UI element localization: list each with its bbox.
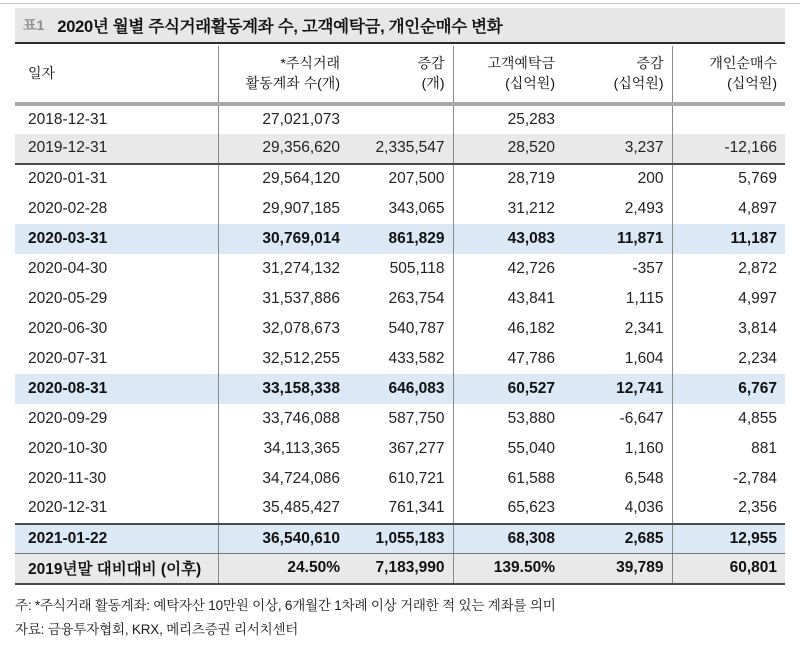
cell-net-buy: 60,801 (672, 554, 785, 584)
cell-accounts: 35,485,427 (218, 494, 348, 524)
col-header-deposit (453, 46, 563, 104)
cell-net-buy: 4,855 (738, 409, 777, 427)
table-row (15, 284, 785, 314)
cell-deposit-change (563, 104, 672, 134)
cell-deposit: 61,588 (507, 469, 555, 487)
cell-deposit-change: 1,115 (563, 284, 672, 314)
cell-accounts: 24.50% (218, 554, 348, 584)
cell-deposit-change: 12,741 (563, 374, 672, 404)
cell-date: 2021-01-22 (15, 524, 218, 554)
cell-net-buy: 2,234 (738, 349, 777, 367)
cell-account-change: 433,582 (348, 344, 453, 374)
table-row (15, 344, 785, 374)
cell-deposit-change: 2,493 (563, 194, 672, 224)
cell-date: 2020-03-31 (15, 224, 218, 254)
col-header-net-buy (672, 46, 785, 104)
cell-deposit: 65,623 (453, 494, 563, 524)
cell-accounts: 34,724,086 (262, 469, 340, 487)
cell-date: 2019-12-31 (15, 134, 218, 164)
cell-net-buy: 3,814 (738, 319, 777, 337)
cell-accounts: 29,356,620 (218, 134, 348, 164)
cell-accounts: 30,769,014 (218, 224, 348, 254)
cell-net-buy: 881 (751, 439, 777, 457)
cell-account-change: 646,083 (348, 374, 453, 404)
cell-account-change: 2,335,547 (348, 134, 453, 164)
cell-net-buy: -2,784 (733, 469, 777, 487)
cell-date: 2020-11-30 (15, 464, 218, 494)
table-row (15, 524, 785, 554)
col-header-account-change (348, 46, 453, 104)
col-header-deposit-change (563, 46, 672, 104)
cell-date: 2020-06-30 (15, 314, 218, 344)
table-row (15, 224, 785, 254)
cell-account-change: 1,055,183 (348, 524, 453, 554)
cell-accounts: 32,078,673 (262, 319, 340, 337)
table-body (15, 104, 785, 584)
cell-date: 2020-05-29 (15, 284, 218, 314)
cell-deposit-change: -6,647 (563, 404, 672, 434)
cell-deposit-change: 3,237 (563, 134, 672, 164)
cell-accounts: 29,564,120 (262, 170, 340, 188)
footnote-source: 자료: 금융투자협회, KRX, 메리츠증권 리서치센터 (15, 622, 299, 638)
cell-deposit: 43,083 (453, 224, 563, 254)
table-row (15, 434, 785, 464)
cell-deposit: 46,182 (507, 319, 555, 337)
cell-deposit-change: 200 (563, 164, 672, 194)
table-row (15, 404, 785, 434)
cell-net-buy: 4,897 (738, 199, 777, 217)
cell-date: 2018-12-31 (15, 104, 218, 134)
cell-date: 2020-04-30 (15, 254, 218, 284)
cell-deposit-change: 2,685 (563, 524, 672, 554)
cell-net-buy: 6,767 (672, 374, 785, 404)
cell-deposit: 53,880 (507, 409, 555, 427)
cell-deposit: 31,212 (507, 199, 555, 217)
cell-account-change: 761,341 (348, 494, 453, 524)
table-row (15, 374, 785, 404)
cell-deposit-change: 11,871 (563, 224, 672, 254)
cell-deposit: 139.50% (453, 554, 563, 584)
page-title: 2020년 월별 주식거래활동계좌 수, 고객예탁금, 개인순매수 변화 (57, 18, 503, 36)
cell-account-change: 861,829 (348, 224, 453, 254)
cell-account-change: 367,277 (348, 434, 453, 464)
cell-accounts: 36,540,610 (218, 524, 348, 554)
col-header-account-change-line2: (개) (421, 75, 445, 92)
table-row (15, 464, 785, 494)
col-header-deposit-change-line2: (십억원) (613, 75, 664, 92)
cell-date: 2020-08-31 (15, 374, 218, 404)
col-header-account-change-line1: 증감 (417, 55, 445, 71)
cell-account-change: 610,721 (348, 464, 453, 494)
cell-net-buy: 4,997 (738, 289, 777, 307)
table-number-badge: 표1 (23, 17, 45, 33)
cell-accounts: 33,746,088 (262, 409, 340, 427)
cell-deposit: 55,040 (507, 439, 555, 457)
cell-date: 2020-09-29 (15, 404, 218, 434)
cell-deposit-change: 6,548 (563, 464, 672, 494)
table-title-bar (15, 8, 785, 44)
cell-account-change: 7,183,990 (348, 554, 453, 584)
cell-deposit-change: 4,036 (563, 494, 672, 524)
cell-accounts: 31,537,886 (262, 289, 340, 307)
table-row (15, 194, 785, 224)
cell-date: 2020-07-31 (15, 344, 218, 374)
cell-net-buy: 11,187 (672, 224, 785, 254)
cell-account-change: 343,065 (348, 194, 453, 224)
cell-date: 2020-12-31 (15, 494, 218, 524)
col-header-accounts-line2: 활동계좌 수(개) (245, 75, 340, 92)
footnote-definition: 주: *주식거래 활동계좌: 예탁자산 10만원 이상, 6개월간 1차례 이상 거래한 적 있는 계좌를 의미 (15, 598, 556, 613)
cell-deposit-change: 2,341 (563, 314, 672, 344)
cell-date: 2020-02-28 (15, 194, 218, 224)
cell-net-buy: 2,872 (738, 259, 777, 277)
table-row (15, 134, 785, 164)
cell-accounts: 33,158,338 (218, 374, 348, 404)
cell-deposit: 60,527 (453, 374, 563, 404)
cell-deposit-change: 1,604 (563, 344, 672, 374)
cell-accounts: 32,512,255 (262, 349, 340, 367)
cell-net-buy: 2,356 (672, 494, 785, 524)
cell-net-buy (672, 104, 785, 134)
data-table (15, 46, 785, 585)
cell-deposit: 28,719 (507, 170, 555, 188)
col-header-accounts (218, 46, 348, 104)
col-header-date (15, 46, 218, 104)
cell-accounts: 27,021,073 (262, 110, 340, 128)
cell-account-change: 505,118 (348, 254, 453, 284)
table-row (15, 104, 785, 134)
cell-date: 2020-10-30 (15, 434, 218, 464)
table-row (15, 314, 785, 344)
cell-deposit: 28,520 (453, 134, 563, 164)
cell-deposit: 47,786 (507, 349, 555, 367)
table-row (15, 164, 785, 194)
cell-deposit: 43,841 (507, 289, 555, 307)
col-header-deposit-line2: (십억원) (505, 75, 555, 92)
cell-account-change: 540,787 (348, 314, 453, 344)
cell-accounts: 31,274,132 (262, 259, 340, 277)
col-header-net-buy-line1: 개인순매수 (709, 55, 777, 71)
cell-account-change (348, 104, 453, 134)
cell-account-change: 207,500 (348, 164, 453, 194)
header-row (15, 46, 785, 104)
col-header-accounts-line1: *주식거래 (280, 55, 340, 71)
footnotes (15, 594, 785, 643)
cell-deposit: 25,283 (507, 110, 555, 128)
table-row (15, 254, 785, 284)
col-header-date-label: 일자 (28, 65, 56, 82)
cell-net-buy: 12,955 (672, 524, 785, 554)
col-header-net-buy-line2: (십억원) (727, 75, 777, 92)
cell-account-change: 263,754 (348, 284, 453, 314)
table-header (15, 46, 785, 104)
cell-deposit-change: 1,160 (563, 434, 672, 464)
cell-deposit: 68,308 (453, 524, 563, 554)
cell-date: 2019년말 대비대비 (이후) (15, 554, 218, 584)
col-header-deposit-line1: 고객예탁금 (487, 55, 555, 71)
cell-net-buy: -12,166 (672, 134, 785, 164)
table-row (15, 554, 785, 584)
cell-deposit-change: -357 (563, 254, 672, 284)
cell-deposit-change: 39,789 (563, 554, 672, 584)
cell-deposit: 42,726 (507, 259, 555, 277)
cell-date: 2020-01-31 (15, 164, 218, 194)
cell-account-change: 587,750 (348, 404, 453, 434)
cell-accounts: 29,907,185 (262, 199, 340, 217)
top-divider (0, 3, 800, 4)
cell-accounts: 34,113,365 (263, 439, 340, 457)
cell-net-buy: 5,769 (738, 170, 777, 188)
table-row (15, 494, 785, 524)
col-header-deposit-change-line1: 증감 (636, 55, 664, 71)
